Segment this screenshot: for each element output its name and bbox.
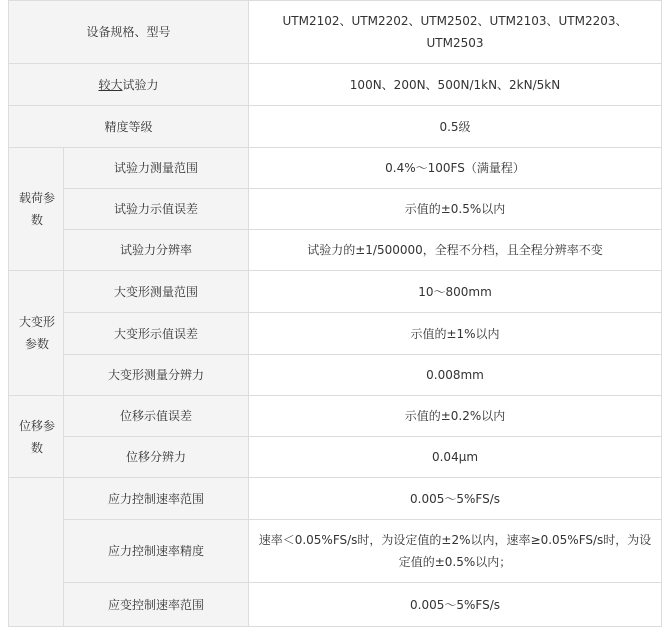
table-row (9, 189, 662, 230)
row-label: 大变形测量范围 (64, 271, 249, 313)
row-label: 位移示值误差 (64, 396, 249, 437)
group-label-displacement: 位移参数 (9, 396, 64, 478)
row-value: 速率＜0.05%FS/s时，为设定值的±2%以内，速率≥0.05%FS/s时，为设定值的±0.5%以内； (249, 520, 662, 583)
row-label: 大变形测量分辨力 (64, 355, 249, 396)
row-label: 试验力测量范围 (64, 148, 249, 189)
row-value: 示值的±1%以内 (249, 313, 662, 355)
table-row (9, 437, 662, 478)
row-value: 0.008mm (249, 355, 662, 396)
row-label: 设备规格、型号 (9, 1, 249, 64)
row-value: 0.4%～100FS（满量程） (249, 148, 662, 189)
table-row (9, 396, 662, 437)
table-row (9, 106, 662, 148)
group-label-control (9, 478, 64, 627)
row-value: 示值的±0.5%以内 (249, 189, 662, 230)
row-label: 试验力示值误差 (64, 189, 249, 230)
row-value: 示值的±0.2%以内 (249, 396, 662, 437)
row-label: 应力控制速率范围 (64, 478, 249, 520)
table-row (9, 148, 662, 189)
row-label: 应变控制速率范围 (64, 583, 249, 627)
table-row (9, 583, 662, 627)
row-value: 0.005～5%FS/s (249, 583, 662, 627)
row-value: 100N、200N、500N/1kN、2kN/5kN (249, 64, 662, 106)
table-row (9, 64, 662, 106)
row-label (9, 64, 249, 106)
row-label: 位移分辨力 (64, 437, 249, 478)
table-row (9, 1, 662, 64)
row-value: 0.005～5%FS/s (249, 478, 662, 520)
spec-table (8, 0, 662, 627)
row-value: 0.04μm (249, 437, 662, 478)
row-value: 0.5级 (249, 106, 662, 148)
group-label-load: 载荷参数 (9, 148, 64, 271)
row-label: 试验力分辨率 (64, 230, 249, 271)
row-label: 大变形示值误差 (64, 313, 249, 355)
row-value: 10～800mm (249, 271, 662, 313)
table-row (9, 230, 662, 271)
row-value: 试验力的±1/500000，全程不分档，且全程分辨率不变 (249, 230, 662, 271)
row-label: 应力控制速率精度 (64, 520, 249, 583)
table-row (9, 520, 662, 583)
row-label-underlined: 较大 (98, 77, 123, 92)
table-row (9, 478, 662, 520)
row-value: UTM2102、UTM2202、UTM2502、UTM2103、UTM2203、UTM2503 (249, 1, 662, 64)
table-row (9, 271, 662, 313)
row-label: 精度等级 (9, 106, 249, 148)
table-row (9, 355, 662, 396)
row-label-rest: 试验力 (122, 77, 159, 92)
table-row (9, 313, 662, 355)
group-label-deformation: 大变形参数 (9, 271, 64, 396)
